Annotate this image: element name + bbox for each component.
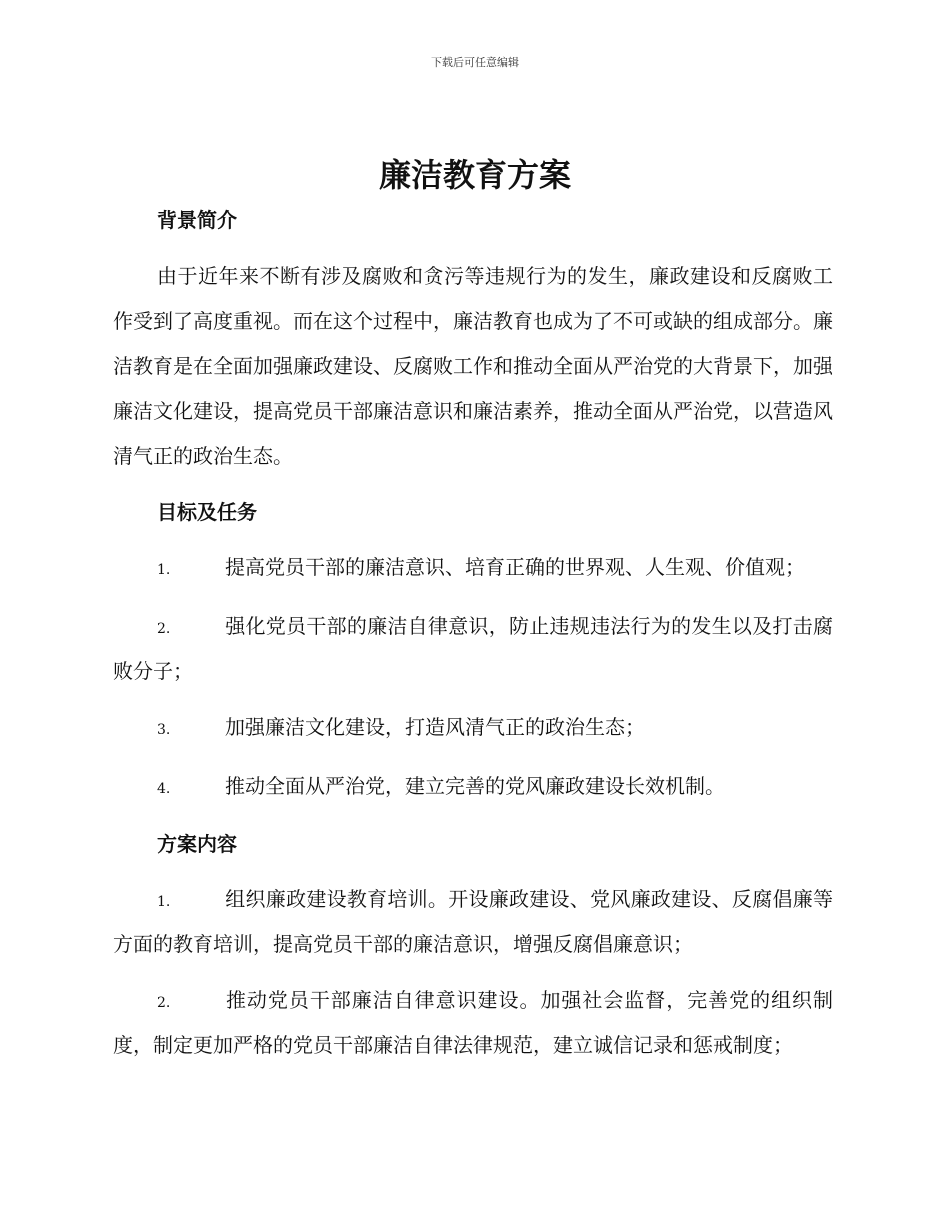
background-paragraph: 由于近年来不断有涉及腐败和贪污等违规行为的发生，廉政建设和反腐败工作受到了高度重视。而在这个过程中，廉洁教育也成为了不可或缺的组成部分。廉洁教育是在全面加强廉政建设、反腐败工作和推动全面从严治党的大背景下，加强廉洁文化建设，提高党员干部廉洁意识和廉洁素养，推动全面从严治党，以营造风清气正的政治生态。 (113, 264, 833, 468)
header-note: 下载后可任意编辑 (431, 56, 519, 69)
list-item-text: 提高党员干部的廉洁意识、培育正确的世界观、人生观、价值观； (225, 555, 805, 579)
list-number: 3. (157, 722, 171, 738)
list-item-text: 推动党员干部廉洁自律意识建设。加强社会监督，完善党的组织制度，制定更加严格的党员干部廉洁自律法律规范，建立诚信记录和惩戒制度； (113, 988, 833, 1057)
list-item (113, 605, 833, 692)
list-item (113, 878, 833, 965)
list-item-text: 加强廉洁文化建设，打造风清气正的政治生态； (225, 715, 645, 739)
section-heading-goals: 目标及任务 (157, 500, 257, 524)
list-item-text: 组织廉政建设教育培训。开设廉政建设、党风廉政建设、反腐倡廉等方面的教育培训，提高党员干部的廉洁意识，增强反腐倡廉意识； (113, 887, 833, 956)
list-number: 1. (157, 562, 171, 578)
section-heading-plan-content: 方案内容 (157, 832, 237, 856)
list-item (113, 765, 833, 810)
list-item (113, 979, 833, 1066)
list-item-text: 推动全面从严治党，建立完善的党风廉政建设长效机制。 (225, 774, 725, 798)
list-number: 4. (157, 781, 171, 797)
list-number: 2. (157, 995, 171, 1011)
list-number: 2. (157, 621, 171, 637)
list-item-text: 强化党员干部的廉洁自律意识，防止违规违法行为的发生以及打击腐败分子； (113, 614, 833, 683)
list-item (113, 546, 833, 591)
section-heading-background: 背景简介 (157, 208, 237, 232)
list-number: 1. (157, 894, 171, 910)
list-item (113, 706, 833, 751)
document-body (113, 200, 833, 1066)
page-title: 廉洁教育方案 (378, 156, 571, 194)
